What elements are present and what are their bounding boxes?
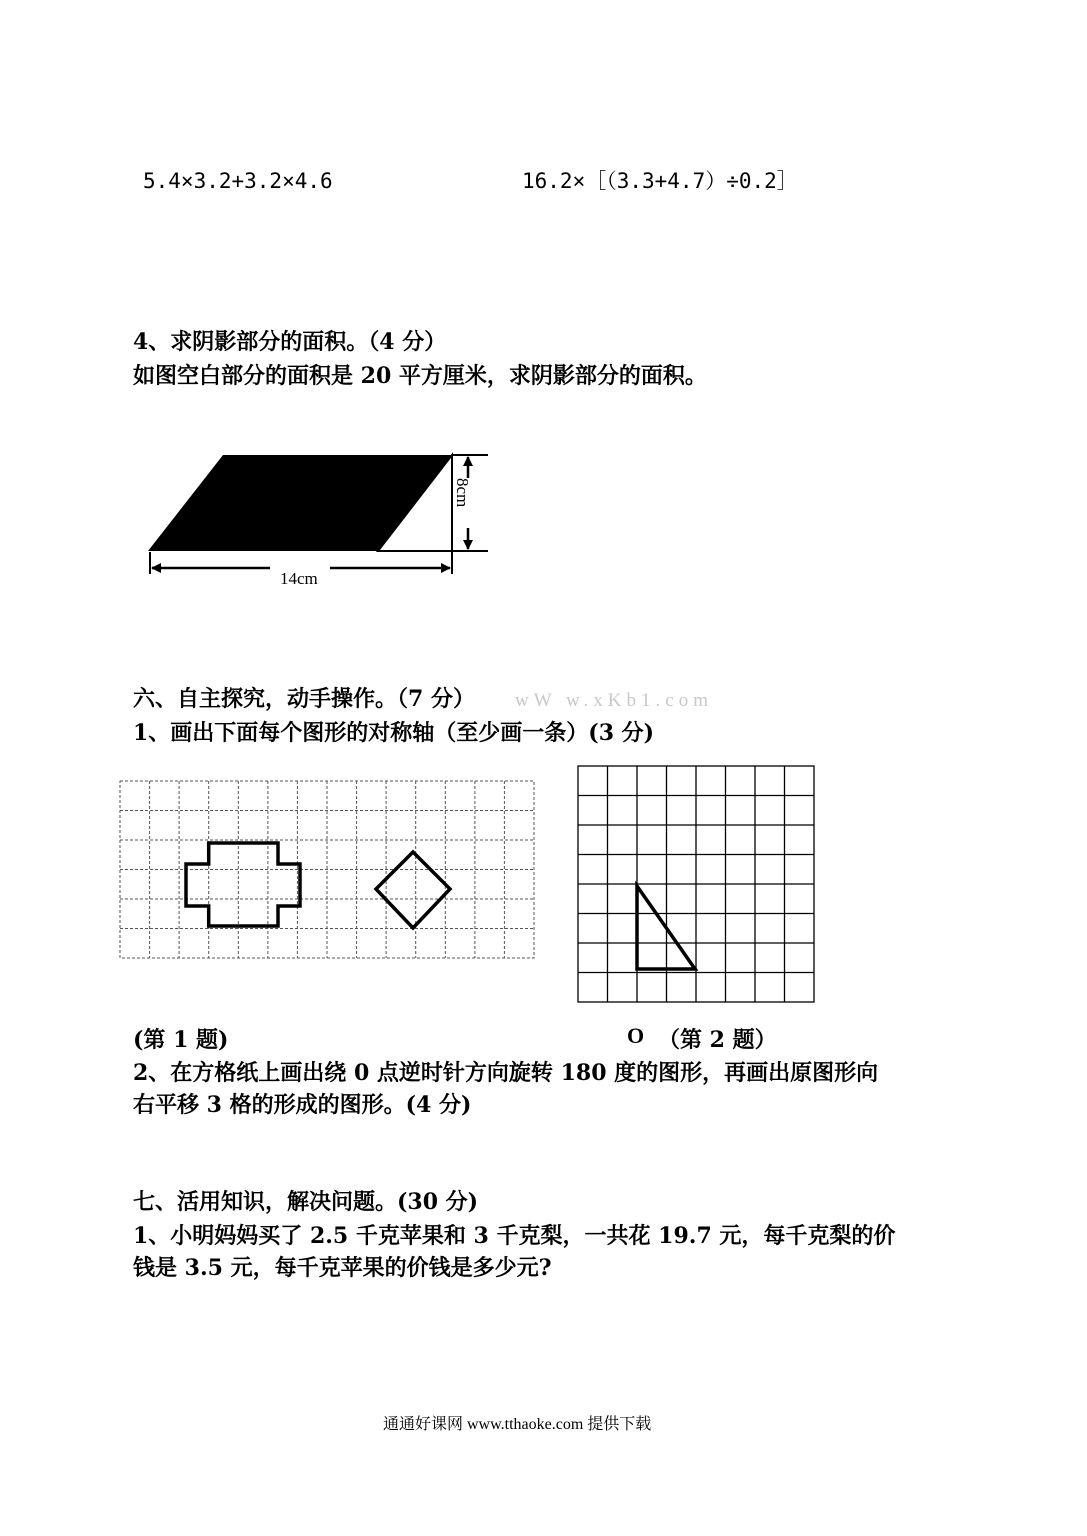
page-footer: 通通好课网 www.tthaoke.com 提供下载	[383, 1416, 652, 1433]
section-seven-q1-line2: 钱是 3.5 元，每千克苹果的价钱是多少元?	[133, 1255, 552, 1281]
solid-grid	[578, 766, 814, 1002]
problem-4-prompt: 如图空白部分的面积是 20 平方厘米，求阴影部分的面积。	[133, 363, 707, 389]
caption-question-2: （第 2 题）	[658, 1027, 777, 1053]
expression-2: 16.2×［（3.3+4.7）÷0.2］	[522, 169, 798, 193]
section-seven-q1-line1: 1、小明妈妈买了 2.5 千克苹果和 3 千克梨，一共花 19.7 元，每千克梨的价	[133, 1223, 896, 1249]
height-label: 8cm	[453, 478, 472, 508]
section-six-q1: 1、画出下面每个图形的对称轴（至少画一条）(3 分)	[133, 720, 655, 746]
watermark: wW w.xKb1.com	[515, 690, 713, 711]
base-label: 14cm	[280, 569, 318, 588]
problem-4-title: 4、求阴影部分的面积。（4 分）	[133, 329, 447, 355]
expression-1: 5.4×3.2+3.2×4.6	[143, 169, 333, 193]
section-seven-heading: 七、活用知识，解决问题。(30 分)	[133, 1189, 479, 1215]
point-o-label: O	[627, 1023, 645, 1048]
section-six-q2-line1: 2、在方格纸上画出绕 0 点逆时针方向旋转 180 度的图形，再画出原图形向	[133, 1060, 879, 1086]
caption-question-1: (第 1 题)	[133, 1027, 229, 1053]
section-six-q2-line2: 右平移 3 格的形成的图形。(4 分)	[133, 1092, 472, 1118]
section-six-heading: 六、自主探究，动手操作。（7 分）	[133, 686, 475, 712]
